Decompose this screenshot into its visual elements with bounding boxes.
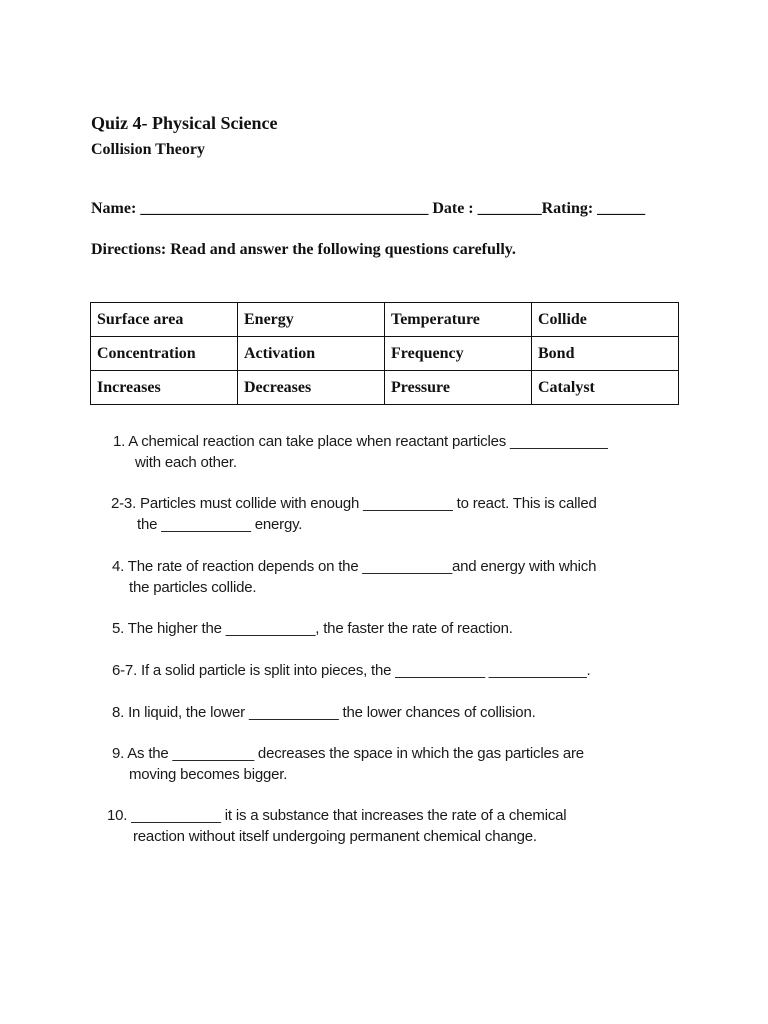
question-line: the ___________ energy. [137, 516, 303, 533]
quiz-title: Quiz 4- Physical Science [91, 113, 278, 133]
name-date-rating-line: Name: ____________________________________ Date : ________Rating: ______ [91, 200, 646, 217]
question-line: 2-3. Particles must collide with enough ___________ to react. This is called [111, 495, 597, 512]
word-bank-cell: Pressure [385, 371, 532, 405]
question-line: 5. The higher the ___________, the faster the rate of reaction. [112, 620, 513, 637]
question-line: 9. As the __________ decreases the space in which the gas particles are [112, 745, 584, 762]
question-line: moving becomes bigger. [129, 766, 288, 783]
question-line: 1. A chemical reaction can take place when reactant particles ____________ [113, 433, 608, 450]
question-item [112, 618, 513, 639]
question-item [111, 493, 597, 535]
word-bank-cell: Frequency [385, 337, 532, 371]
word-bank-cell: Surface area [91, 303, 238, 337]
question-line: 8. In liquid, the lower ___________ the lower chances of collision. [112, 704, 536, 721]
question-line: the particles collide. [129, 579, 257, 596]
word-bank-cell: Collide [532, 303, 679, 337]
word-bank-table [90, 302, 679, 405]
quiz-subtitle: Collision Theory [91, 141, 205, 158]
question-line: 4. The rate of reaction depends on the ___________and energy with which [112, 558, 597, 575]
word-bank-cell: Decreases [238, 371, 385, 405]
word-bank-cell: Energy [238, 303, 385, 337]
word-bank-row [91, 303, 679, 337]
word-bank-row [91, 337, 679, 371]
question-item [112, 743, 584, 785]
question-item [113, 431, 608, 473]
question-item [107, 805, 566, 847]
question-line: 10. ___________ it is a substance that increases the rate of a chemical [107, 807, 567, 824]
word-bank-cell: Activation [238, 337, 385, 371]
question-item [112, 702, 536, 723]
word-bank-row [91, 371, 679, 405]
directions-text: Directions: Read and answer the following questions carefully. [91, 241, 516, 258]
question-line: reaction without itself undergoing permanent chemical change. [133, 828, 537, 845]
question-line: with each other. [135, 454, 237, 471]
question-item [112, 660, 590, 681]
word-bank-cell: Temperature [385, 303, 532, 337]
question-item [112, 556, 596, 598]
word-bank-cell: Increases [91, 371, 238, 405]
word-bank-cell: Catalyst [532, 371, 679, 405]
question-line: 6-7. If a solid particle is split into pieces, the ___________ ____________. [112, 662, 591, 679]
word-bank-cell: Concentration [91, 337, 238, 371]
word-bank-cell: Bond [532, 337, 679, 371]
